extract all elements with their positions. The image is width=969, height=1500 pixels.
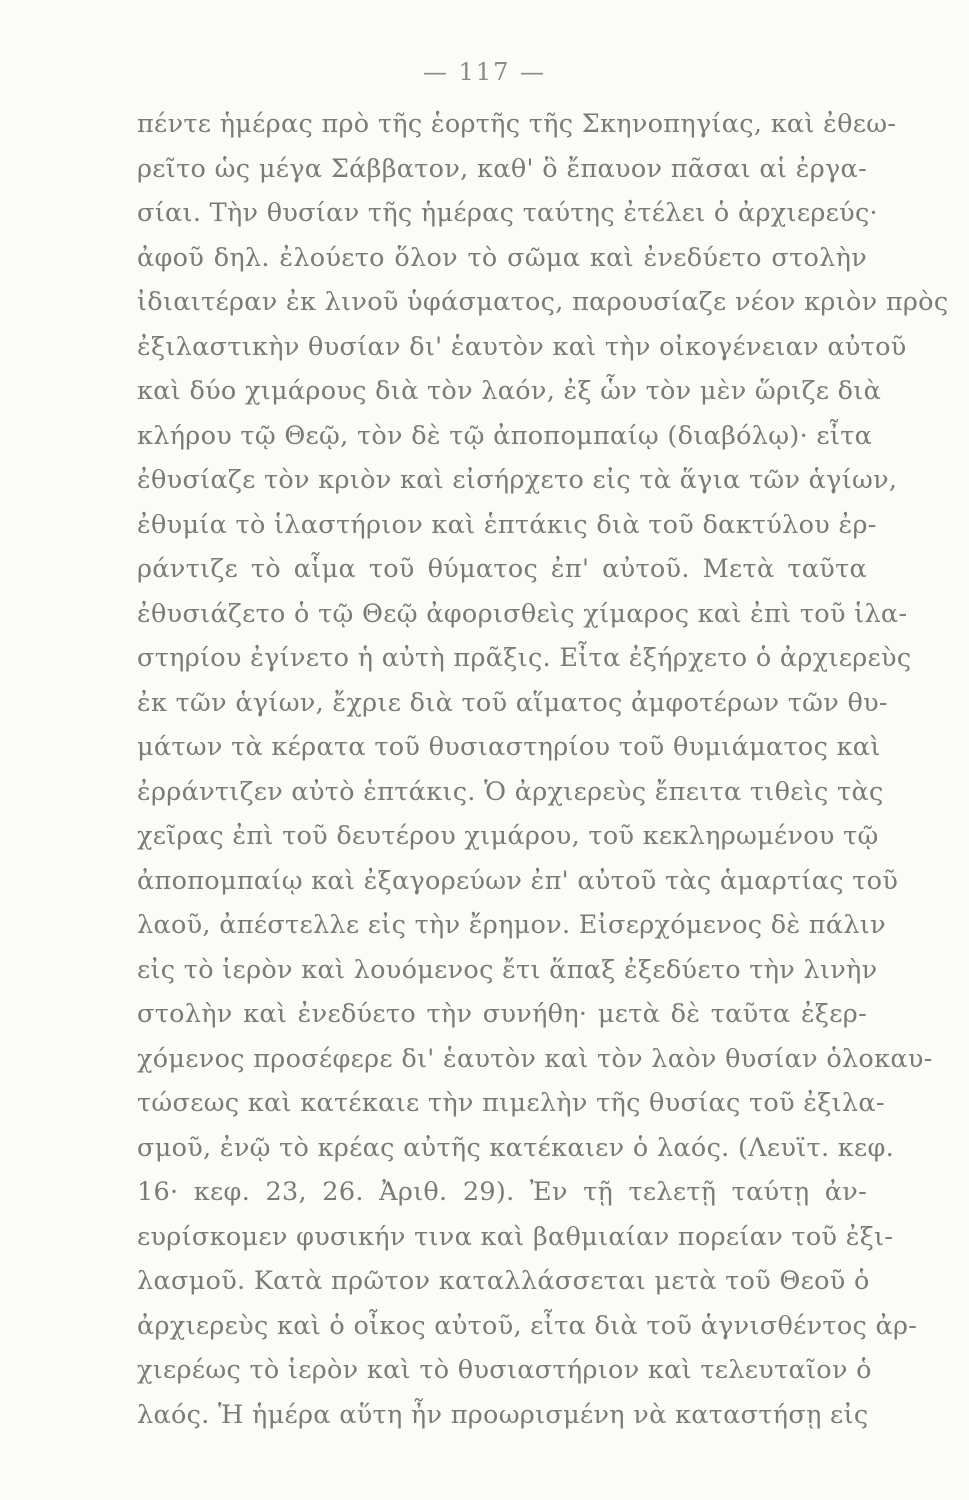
text-line: σμοῦ, ἐνῷ τὸ κρέας αὐτῆς κατέκαιεν ὁ λαός. (Λευϊτ. κεφ. bbox=[137, 1132, 895, 1163]
text-line: ρεῖτο ὡς μέγα Σάββατον, καθ' ὃ ἔπαυον πᾶσαι αἱ ἐργα- bbox=[137, 153, 867, 184]
text-line: χόμενος προσέφερε δι' ἑαυτὸν καὶ τὸν λαὸν θυσίαν ὁλοκαυ- bbox=[137, 1043, 933, 1074]
text-line: πέντε ἡμέρας πρὸ τῆς ἑορτῆς τῆς Σκηνοπηγίας, καὶ ἐθεω- bbox=[137, 109, 897, 139]
text-line: 16· κεφ. 23, 26. Ἀριθ. 29). Ἐν τῇ τελετῇ ταύτῃ ἀν- bbox=[137, 1177, 867, 1207]
text-line: λαός. Ἡ ἡμέρα αὕτη ἦν προωρισμένη νὰ καταστήσῃ εἰς bbox=[137, 1399, 869, 1430]
text-line: ἐξιλαστικὴν θυσίαν δι' ἑαυτὸν καὶ τὴν οἰκογένειαν αὐτοῦ bbox=[137, 331, 907, 362]
text-line: ἀρχιερεὺς καὶ ὁ οἶκος αὐτοῦ, εἶτα διὰ τοῦ ἁγνισθέντος ἀρ- bbox=[137, 1310, 918, 1341]
text-line: κλήρου τῷ Θεῷ, τὸν δὲ τῷ ἀποπομπαίῳ (διαβόλῳ)· εἶτα bbox=[137, 420, 873, 451]
text-line: χεῖρας ἐπὶ τοῦ δευτέρου χιμάρου, τοῦ κεκληρωμένου τῷ bbox=[137, 821, 879, 851]
text-line: ἐρράντιζεν αὐτὸ ἑπτάκις. Ὁ ἀρχιερεὺς ἔπειτα τιθεὶς τὰς bbox=[137, 776, 884, 807]
body-text bbox=[137, 102, 949, 1437]
text-line: ἐθυσίαζε τὸν κριὸν καὶ εἰσήρχετο εἰς τὰ ἅγια τῶν ἁγίων, bbox=[137, 465, 898, 495]
text-line: στολὴν καὶ ἐνεδύετο τὴν συνήθη· μετὰ δὲ ταῦτα ἐξερ- bbox=[137, 999, 867, 1029]
text-line: ἐθυσιάζετο ὁ τῷ Θεῷ ἀφορισθεὶς χίμαρος καὶ ἐπὶ τοῦ ἱλα- bbox=[137, 598, 908, 629]
text-line: ἰδιαιτέραν ἐκ λινοῦ ὑφάσματος, παρουσίαζε νέον κριὸν πρὸς bbox=[137, 287, 949, 317]
text-line: χιερέως τὸ ἱερὸν καὶ τὸ θυσιαστήριον καὶ τελευταῖον ὁ bbox=[137, 1355, 872, 1385]
text-line: ἀποπομπαίῳ καὶ ἐξαγορεύων ἐπ' αὐτοῦ τὰς ἁμαρτίας τοῦ bbox=[137, 865, 899, 896]
text-line: ἀφοῦ δηλ. ἐλούετο ὅλον τὸ σῶμα καὶ ἐνεδύετο στολὴν bbox=[137, 242, 867, 273]
text-line: λασμοῦ. Κατὰ πρῶτον καταλλάσσεται μετὰ τοῦ Θεοῦ ὁ bbox=[137, 1266, 870, 1296]
text-line: λαοῦ, ἀπέστελλε εἰς τὴν ἔρημον. Εἰσερχόμενος δὲ πάλιν bbox=[137, 910, 886, 940]
text-line: ράντιζε τὸ αἷμα τοῦ θύματος ἐπ' αὐτοῦ. Μετὰ ταῦτα bbox=[137, 554, 867, 584]
text-line: μάτων τὰ κέρατα τοῦ θυσιαστηρίου τοῦ θυμιάματος καὶ bbox=[137, 732, 881, 762]
text-line: ἐκ τῶν ἁγίων, ἔχριε διὰ τοῦ αἵματος ἀμφοτέρων τῶν θυ- bbox=[137, 687, 888, 718]
text-line: εἰς τὸ ἱερὸν καὶ λουόμενος ἔτι ἅπαξ ἐξεδύετο τὴν λινὴν bbox=[137, 954, 878, 985]
text-line: στηρίου ἐγίνετο ἡ αὐτὴ πρᾶξις. Εἶτα ἐξήρχετο ὁ ἀρχιερεὺς bbox=[137, 643, 912, 673]
text-line: ἐθυμία τὸ ἱλαστήριον καὶ ἑπτάκις διὰ τοῦ δακτύλου ἐρ- bbox=[137, 509, 877, 540]
text-line: καὶ δύο χιμάρους διὰ τὸν λαόν, ἐξ ὧν τὸν μὲν ὥριζε διὰ bbox=[137, 376, 882, 406]
text-line: τώσεως καὶ κατέκαιε τὴν πιμελὴν τῆς θυσίας τοῦ ἐξιλα- bbox=[137, 1088, 885, 1118]
text-line: σίαι. Τὴν θυσίαν τῆς ἡμέρας ταύτης ἐτέλει ὁ ἀρχιερεύς· bbox=[137, 198, 878, 228]
text-line: ευρίσκομεν φυσικήν τινα καὶ βαθμιαίαν πορείαν τοῦ ἐξι- bbox=[137, 1221, 894, 1252]
page-number: — 117 — bbox=[422, 58, 547, 86]
